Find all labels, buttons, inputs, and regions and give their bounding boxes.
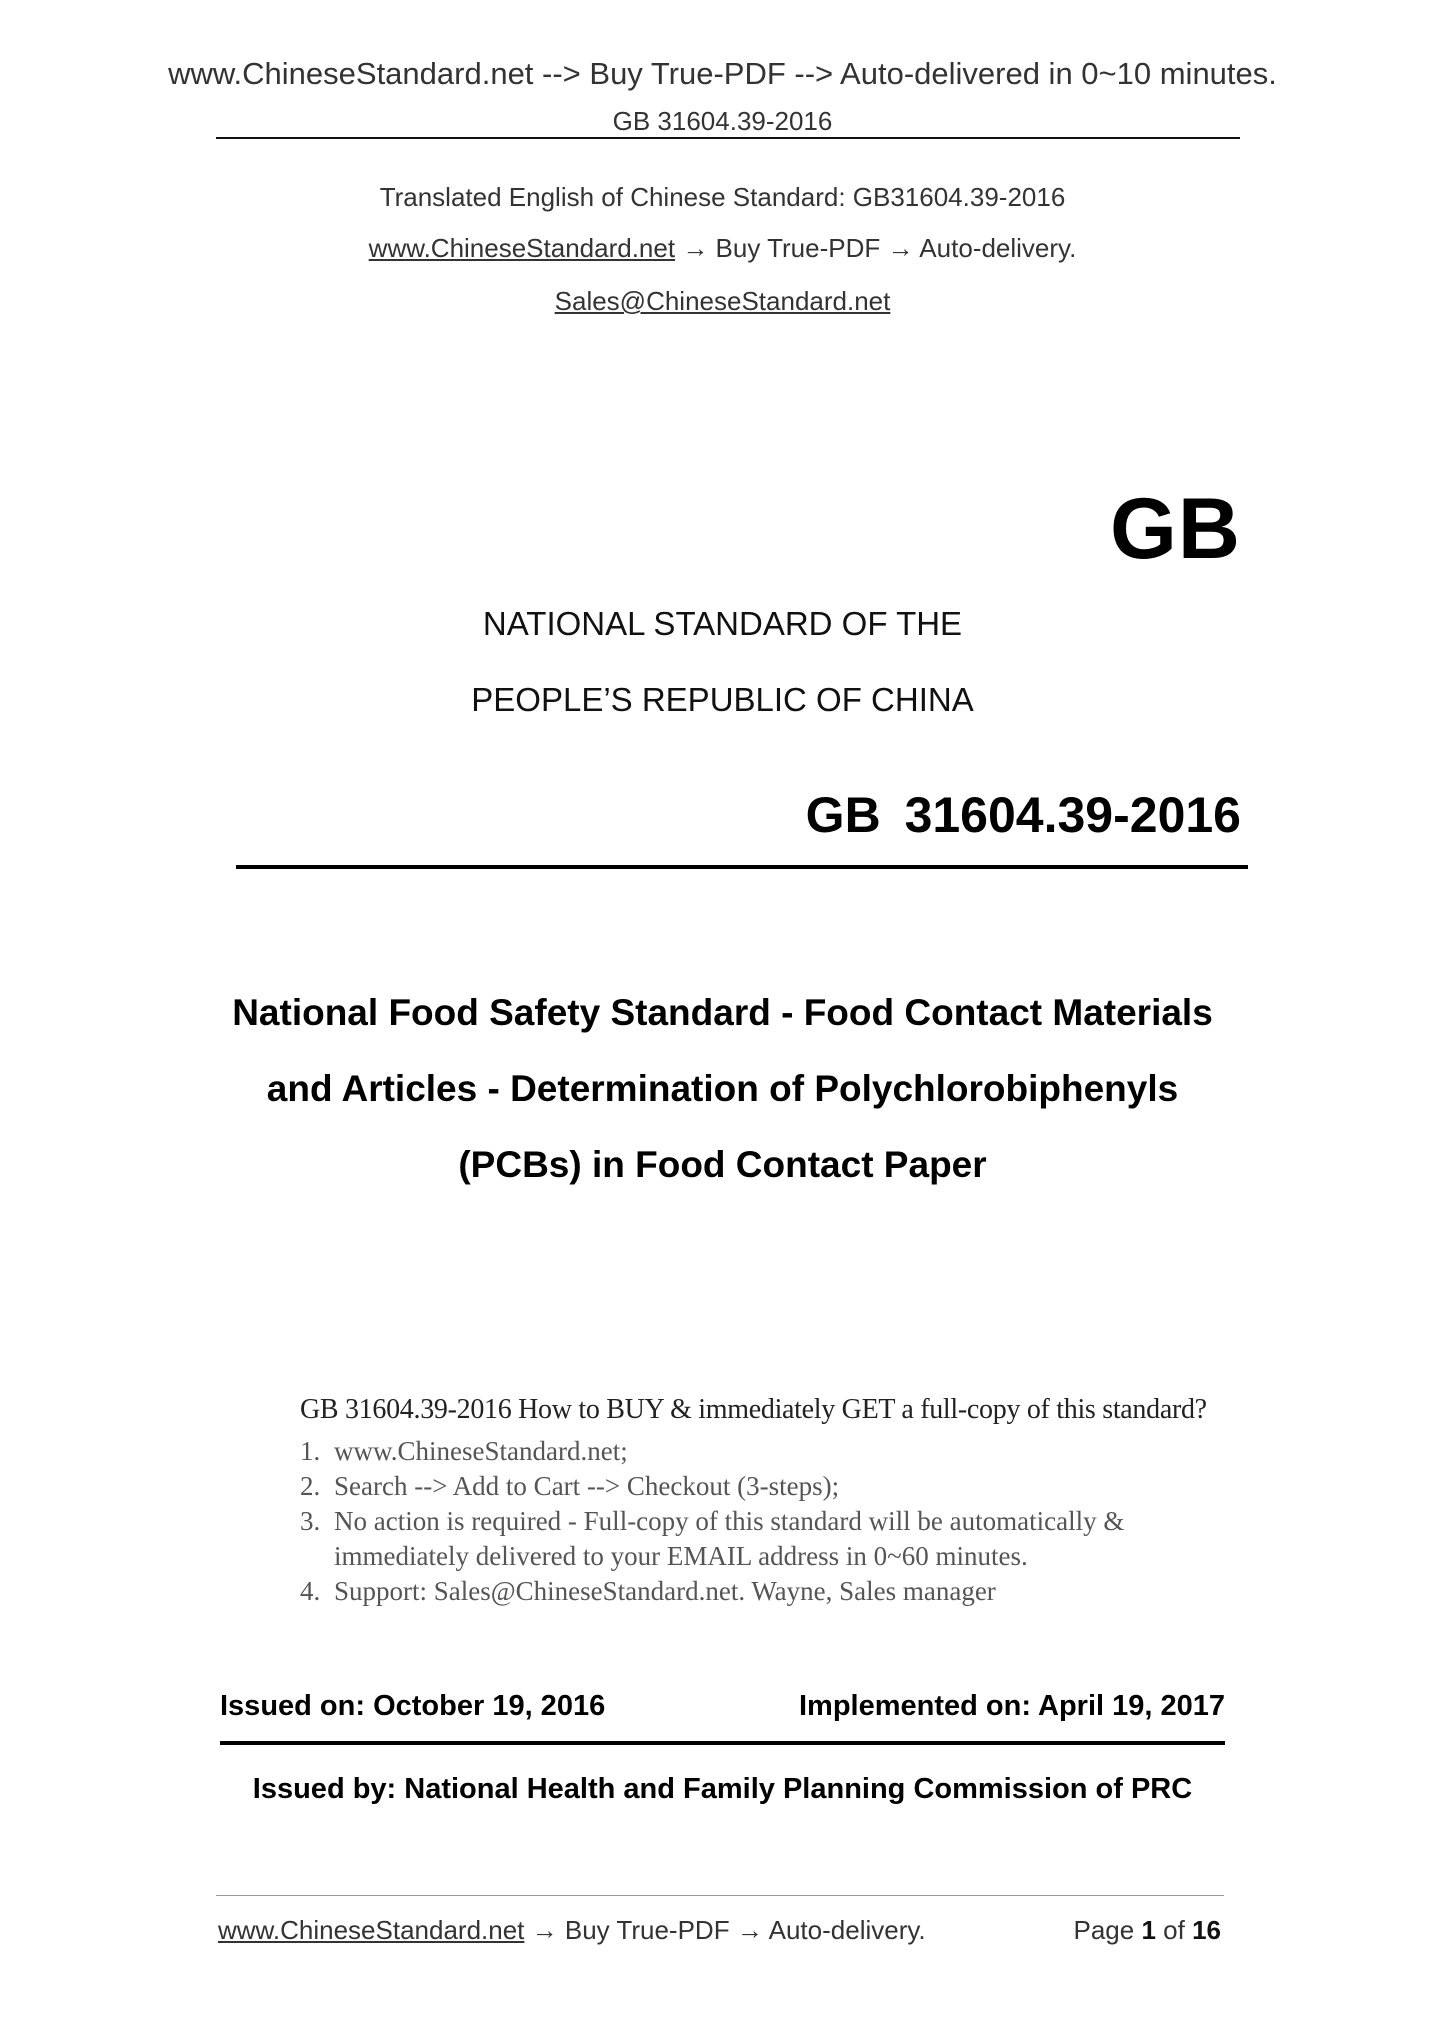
arrow-right-icon: → [887,233,914,263]
step-text: No action is required - Full-copy of this standard will be automatically & immediately delivered to your EMAIL address in 0~60 minutes. [334,1506,1125,1571]
header-standard-code: GB 31604.39-2016 [612,106,833,136]
gb-logo: GB [1110,481,1241,577]
step-text: www.ChineseStandard.net; [334,1436,628,1466]
step-number: 1. [300,1436,321,1466]
dates-divider [220,1741,1225,1745]
purchase-step [300,1504,1260,1574]
arrow-right-icon: → [531,1915,558,1945]
step-number: 4. [300,1576,321,1606]
implemented-on-date: Implemented on: April 19, 2017 [799,1690,1225,1722]
header-divider [216,137,1240,139]
translation-links [0,233,1445,264]
national-standard-line-1: NATIONAL STANDARD OF THE [482,605,963,642]
arrow-right-icon: → [682,233,709,263]
step-number: 3. [300,1506,321,1536]
footer-delivery-text: Auto-delivery. [768,1915,926,1945]
purchase-heading: GB 31604.39-2016 How to BUY & immediately GET a full-copy of this standard? [300,1394,1207,1425]
page-of: of [1163,1915,1185,1945]
site-link[interactable]: www.ChineseStandard.net [368,233,676,263]
document-title [180,975,1265,1203]
issued-by: Issued by: National Health and Family Planning Commission of PRC [252,1773,1193,1805]
purchase-instructions [300,1394,1260,1609]
page-word: Page [1073,1915,1135,1945]
title-line: National Food Safety Standard - Food Contact Materials [232,992,1213,1033]
arrow-right-icon: → [736,1915,763,1945]
title-line: (PCBs) in Food Contact Paper [458,1144,987,1185]
page-total: 16 [1192,1915,1221,1945]
sales-email-row [0,286,1445,317]
sales-email-link[interactable]: Sales@ChineseStandard.net [554,286,891,316]
step-number: 2. [300,1471,321,1501]
purchase-step [300,1469,1260,1504]
footer-links [218,1915,926,1946]
step-text: Support: Sales@ChineseStandard.net. Wayne, Sales manager [334,1576,996,1606]
page-indicator [1073,1915,1221,1946]
translation-title: Translated English of Chinese Standard: GB31604.39-2016 [379,182,1066,212]
auto-delivery-text: Auto-delivery. [919,233,1077,263]
page-current: 1 [1141,1915,1156,1945]
title-line: and Articles - Determination of Polychlorobiphenyls [266,1068,1179,1109]
buy-pdf-text: Buy True-PDF [715,233,881,263]
step-text: Search --> Add to Cart --> Checkout (3-steps); [334,1471,840,1501]
issued-on-date: Issued on: October 19, 2016 [220,1690,606,1722]
standard-code: GB 31604.39-2016 [805,787,1241,843]
code-divider [236,865,1248,869]
footer-buy-text: Buy True-PDF [564,1915,730,1945]
national-standard-line-2: PEOPLE’S REPUBLIC OF CHINA [471,681,974,718]
footer-divider [216,1895,1224,1896]
purchase-step [300,1574,1260,1609]
purchase-step [300,1434,1260,1469]
footer-site-link[interactable]: www.ChineseStandard.net [218,1915,525,1945]
header-banner: www.ChineseStandard.net --> Buy True-PDF --> Auto-delivered in 0~10 minutes. [168,56,1277,91]
